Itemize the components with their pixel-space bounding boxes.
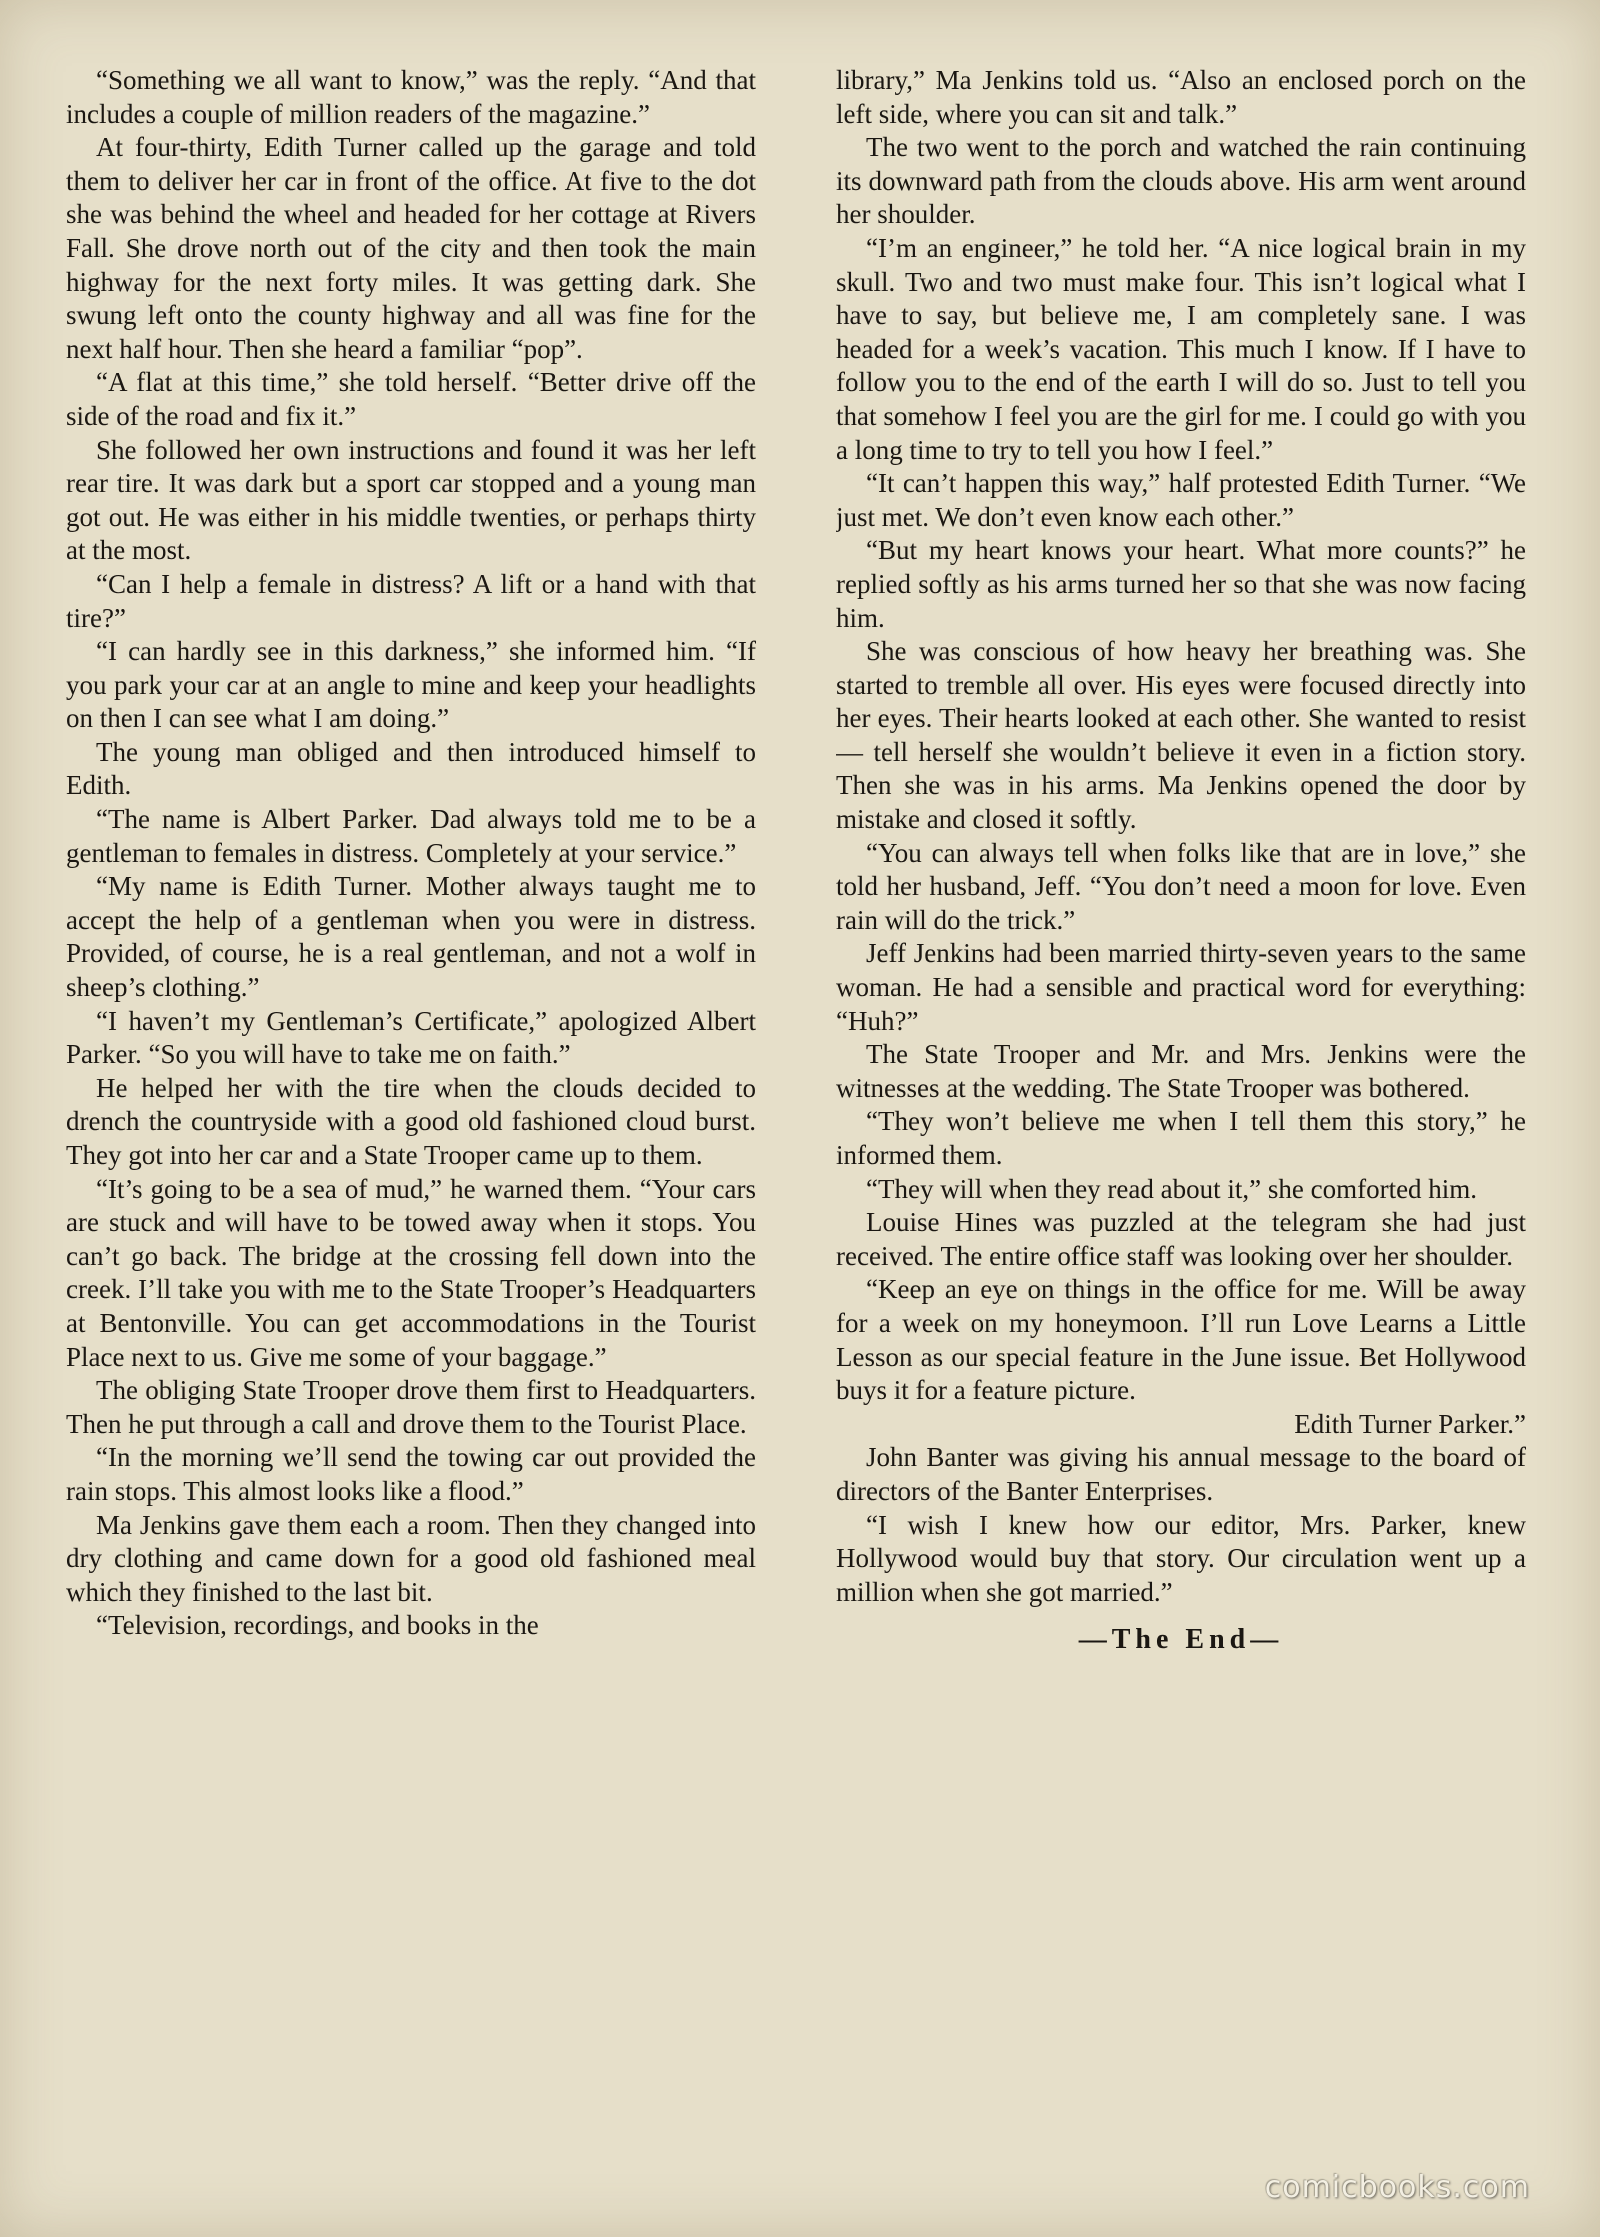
paragraph: “I’m an engineer,” he told her. “A nice logical brain in my skull. Two and two must make four. This isn’t logical what I have to say, but believe me, I am completely sane. I was headed for a week’s vacation. This much I know. If I have to follow you to the end of the earth I will do so. Just to tell you that somehow I feel you are the girl for me. I could go with you a long time to try to tell you how I feel.” bbox=[836, 232, 1526, 465]
paragraph: “I wish I knew how our editor, Mrs. Parker, knew Hollywood would buy that story. Our circulation went up a million when she got married.” bbox=[836, 1509, 1526, 1607]
paragraph: Ma Jenkins gave them each a room. Then they changed into dry clothing and came down for a good old fashioned meal which they finished to the last bit. bbox=[66, 1509, 756, 1607]
paragraph: “I haven’t my Gentleman’s Certificate,” apologized Albert Parker. “So you will have to take me on faith.” bbox=[66, 1005, 756, 1070]
telegram-signature: Edith Turner Parker.” bbox=[1294, 1408, 1526, 1439]
paragraph: “Something we all want to know,” was the reply. “And that includes a couple of million readers of the magazine.” bbox=[66, 65, 756, 129]
paragraph: The young man obliged and then introduced himself to Edith. bbox=[66, 736, 756, 801]
paragraph: She was conscious of how heavy her breathing was. She started to tremble all over. His eyes were focused directly into her eyes. Their hearts looked at each other. She wanted to resist — tell herself she wouldn’t believe it even in a fiction story. Then she was in his arms. Ma Jenkins opened the door by mistake and closed it softly. bbox=[836, 636, 1526, 835]
paragraph: “A flat at this time,” she told herself. “Better drive off the side of the road and fix it.” bbox=[66, 367, 756, 431]
paragraph: “They won’t believe me when I tell them this story,” he informed them. bbox=[836, 1106, 1526, 1170]
paragraph: “The name is Albert Parker. Dad always told me to be a gentleman to females in distress. Completely at your service.” bbox=[66, 804, 756, 868]
paragraph: Louise Hines was puzzled at the telegram she had just received. The entire office staff was looking over her shoulder. bbox=[836, 1207, 1526, 1271]
paragraph: “Keep an eye on things in the office for me. Will be away for a week on my honeymoon. I’ll run Love Learns a Little Lesson as our special feature in the June issue. Bet Hollywood buys it for a feature picture. bbox=[836, 1274, 1526, 1406]
watermark: comicbooks.com bbox=[1264, 2170, 1530, 2205]
paragraph: “But my heart knows your heart. What more counts?” he replied softly as his arms turned her so that she was now facing him. bbox=[836, 535, 1526, 633]
paragraph: The State Trooper and Mr. and Mrs. Jenkins were the witnesses at the wedding. The State Trooper was bothered. bbox=[836, 1039, 1526, 1103]
paragraph: She followed her own instructions and found it was her left rear tire. It was dark but a sport car stopped and a young man got out. He was either in his middle twenties, or perhaps thirty at the most. bbox=[66, 434, 756, 566]
paragraph: At four-thirty, Edith Turner called up the garage and told them to deliver her car in front of the office. At five to the dot she was behind the wheel and headed for her cottage at Rivers Fall. She drove north out of the city and then took the main highway for the next forty miles. It was getting dark. She swung left onto the county highway and all was fine for the next half hour. Then she heard a familiar “pop”. bbox=[66, 132, 756, 364]
end-mark: —The End— bbox=[1078, 1624, 1284, 1656]
paragraph: The obliging State Trooper drove them first to Headquarters. Then he put through a call and drove them to the Tourist Place. bbox=[66, 1375, 756, 1439]
paragraph: “In the morning we’ll send the towing car out provided the rain stops. This almost looks like a flood.” bbox=[66, 1442, 756, 1506]
paragraph: “Can I help a female in distress? A lift or a hand with that tire?” bbox=[66, 568, 756, 633]
paragraph-continued: library,” Ma Jenkins told us. “Also an enclosed porch on the left side, where you can sit and talk.” bbox=[836, 65, 1526, 129]
paragraph: “I can hardly see in this darkness,” she informed him. “If you park your car at an angle to mine and keep your headlights on then I can see what I am doing.” bbox=[66, 636, 756, 734]
text-columns bbox=[66, 64, 1534, 2164]
paragraph: He helped her with the tire when the clouds decided to drench the countryside with a good old fashioned cloud burst. They got into her car and a State Trooper came up to them. bbox=[66, 1072, 756, 1170]
paragraph: “They will when they read about it,” she comforted him. bbox=[866, 1173, 1478, 1204]
paragraph: Jeff Jenkins had been married thirty-seven years to the same woman. He had a sensible and practical word for everything: “Huh?” bbox=[836, 938, 1526, 1036]
right-column bbox=[836, 64, 1526, 2164]
paragraph: “It’s going to be a sea of mud,” he warned them. “Your cars are stuck and will have to be towed away when it stops. You can’t go back. The bridge at the crossing fell down into the creek. I’ll take you with me to the State Trooper’s Headquarters at Bentonville. You can get accommodations in the Tourist Place next to us. Give me some of your baggage.” bbox=[66, 1173, 756, 1372]
paragraph: The two went to the porch and watched the rain continuing its downward path from the clouds above. His arm went around her shoulder. bbox=[836, 132, 1526, 230]
paragraph: John Banter was giving his annual message to the board of directors of the Banter Enterprises. bbox=[836, 1442, 1526, 1506]
paragraph: “My name is Edith Turner. Mother always taught me to accept the help of a gentleman when you were in distress. Provided, of course, he is a real gentleman, and not a wolf in sheep’s clothing.” bbox=[66, 871, 756, 1003]
paragraph: “You can always tell when folks like that are in love,” she told her husband, Jeff. “You don’t need a moon for love. Even rain will do the trick.” bbox=[836, 837, 1526, 935]
left-column bbox=[66, 64, 756, 2164]
paragraph: “It can’t happen this way,” half protested Edith Turner. “We just met. We don’t even know each other.” bbox=[836, 468, 1526, 532]
paragraph: “Television, recordings, and books in the bbox=[96, 1610, 539, 1641]
